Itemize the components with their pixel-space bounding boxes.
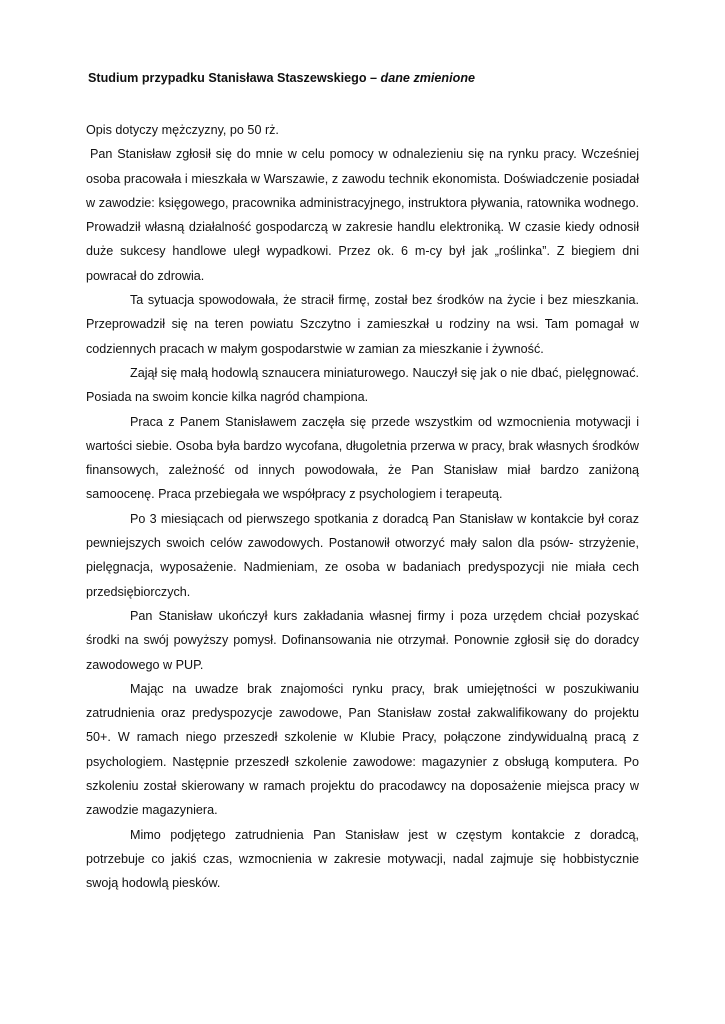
title-italic-note: dane zmienione (380, 71, 476, 85)
paragraph: Ta sytuacja spowodowała, że stracił firmę, został bez środków na życie i bez mieszkania. Przeprowadził się na teren powiatu Szczytno i zamieszkał u rodziny na wsi. Tam pomagał w codziennych pracach w małym gospodarstwie w zamian za mieszkanie i żywność. (86, 293, 639, 356)
paragraph: Pan Stanisław zgłosił się do mnie w celu pomocy w odnalezieniu się na rynku pracy. Wcześniej osoba pracowała i mieszkała w Warszawie, z zawodu technik ekonomista. Doświadczenie posiadał w zawodzie: księgowego, pracownika administracyjnego, instruktora pływania, ratownika wodnego. Prowadził własną działalność gospodarczą w zakresie handlu elektroniką. W czasie kiedy odnosił duże sukcesy handlowe uległ wypadkowi. Przez ok. 6 m-cy był jak „roślinka”. Z biegiem dni powracał do zdrowia. (86, 147, 639, 283)
paragraph: Mając na uwadze brak znajomości rynku pracy, brak umiejętności w poszukiwaniu zatrudnienia oraz predyspozycje zawodowe, Pan Stanisław został zakwalifikowany do projektu 50+. W ramach niego przeszedł szkolenie w Klubie Pracy, połączone zindywidualną pracą z psychologiem. Następnie przeszedł szkolenie zawodowe: magazynier z obsługą komputera. Po szkoleniu został skierowany w ramach projektu do pracodawcy na doposażenie miejsca pracy w zawodzie magazyniera. (86, 681, 639, 818)
paragraph: Zajął się małą hodowlą sznaucera miniaturowego. Nauczył się jak o nie dbać, pielęgnować. Posiada na swoim koncie kilka nagród championa. (86, 365, 639, 405)
document-title (88, 70, 648, 86)
paragraph: Pan Stanisław ukończył kurs zakładania własnej firmy i poza urzędem chciał pozyskać środki na swój powyższy pomysł. Dofinansowania nie otrzymał. Ponownie zgłosił się do doradcy zawodowego w PUP. (86, 608, 639, 672)
document-body (86, 118, 639, 896)
paragraph: Praca z Panem Stanisławem zaczęła się przede wszystkim od wzmocnienia motywacji i wartości siebie. Osoba była bardzo wycofana, długoletnia przerwa w pracy, brak własnych środków finansowych, zależność od innych powodowała, że Pan Stanisław miał bardzo zaniżoną samoocenę. Praca przebiegała we współpracy z psychologiem i terapeutą. (86, 414, 639, 502)
paragraph: Mimo podjętego zatrudnienia Pan Stanisław jest w częstym kontakcie z doradcą, potrzebuje co jakiś czas, wzmocnienia w zakresie motywacji, nadal zajmuje się hobbistycznie swoją hodowlą piesków. (86, 827, 639, 891)
title-main: Studium przypadku Stanisława Staszewskiego – (88, 71, 381, 85)
paragraph: Po 3 miesiącach od pierwszego spotkania z doradcą Pan Stanisław w kontakcie był coraz pewniejszych swoich celów zawodowych. Postanowił otworzyć mały salon dla psów- strzyżenie, pielęgnacja, wyposażenie. Nadmieniam, ze osoba w badaniach predyspozycji nie miała cech przedsiębiorczych. (86, 511, 639, 599)
paragraph-intro: Opis dotyczy mężczyzny, po 50 rż. (86, 123, 279, 137)
